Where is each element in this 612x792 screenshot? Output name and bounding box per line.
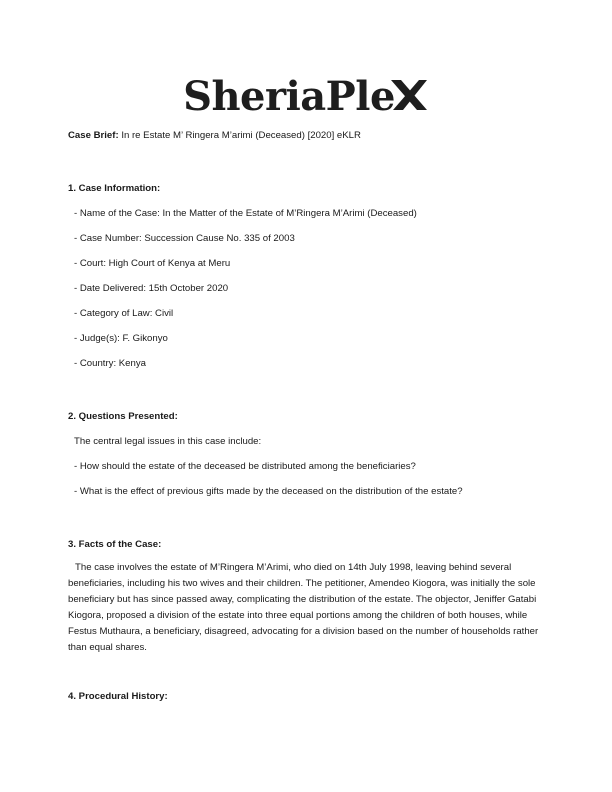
case-info-item: - Court: High Court of Kenya at Meru xyxy=(74,258,231,269)
question-item: - How should the estate of the deceased be distributed among the beneficiaries? xyxy=(74,461,416,472)
case-brief-line xyxy=(68,130,361,141)
case-brief-value: In re Estate M’ Ringera M’arimi (Deceased) [2020] eKLR xyxy=(118,130,361,141)
case-info-item: - Case Number: Succession Cause No. 335 of 2003 xyxy=(74,233,295,244)
question-item: - What is the effect of previous gifts made by the deceased on the distribution of the estate? xyxy=(74,486,463,497)
case-info-item: - Date Delivered: 15th October 2020 xyxy=(74,283,229,294)
section-heading-procedural-history: 4. Procedural History: xyxy=(68,691,168,702)
case-brief-label: Case Brief: xyxy=(68,130,119,141)
sheriaplex-logo xyxy=(0,70,612,124)
case-info-item: - Category of Law: Civil xyxy=(74,308,174,319)
logo-wordmark: SheriaPle xyxy=(183,73,395,120)
case-info-item: - Country: Kenya xyxy=(74,358,146,369)
case-info-item: - Judge(s): F. Gikonyo xyxy=(74,333,168,344)
facts-paragraph: The case involves the estate of M’Ringera M’Arimi, who died on 14th July 1998, leaving behind several beneficiaries, including his two wives and their children. The petitioner, Amendeo Kiogora, was initially the sole beneficiary but has since passed away, complicating the distribution of the estate. The objector, Jeniffer Gatabi Kiogora, proposed a division of the estate into three equal portions among the children of both houses, while Festus Muthaura, a beneficiary, disagreed, advocating for a division based on the number of households rather than equal shares. xyxy=(68,562,539,653)
stylized-x-icon xyxy=(389,78,429,117)
case-info-item: - Name of the Case: In the Matter of the Estate of M’Ringera M’Arimi (Deceased) xyxy=(74,208,417,219)
section-heading-questions-presented: 2. Questions Presented: xyxy=(68,411,178,422)
section-heading-case-information: 1. Case Information: xyxy=(68,183,161,194)
section-heading-facts: 3. Facts of the Case: xyxy=(68,539,162,550)
questions-intro: The central legal issues in this case include: xyxy=(74,436,262,447)
